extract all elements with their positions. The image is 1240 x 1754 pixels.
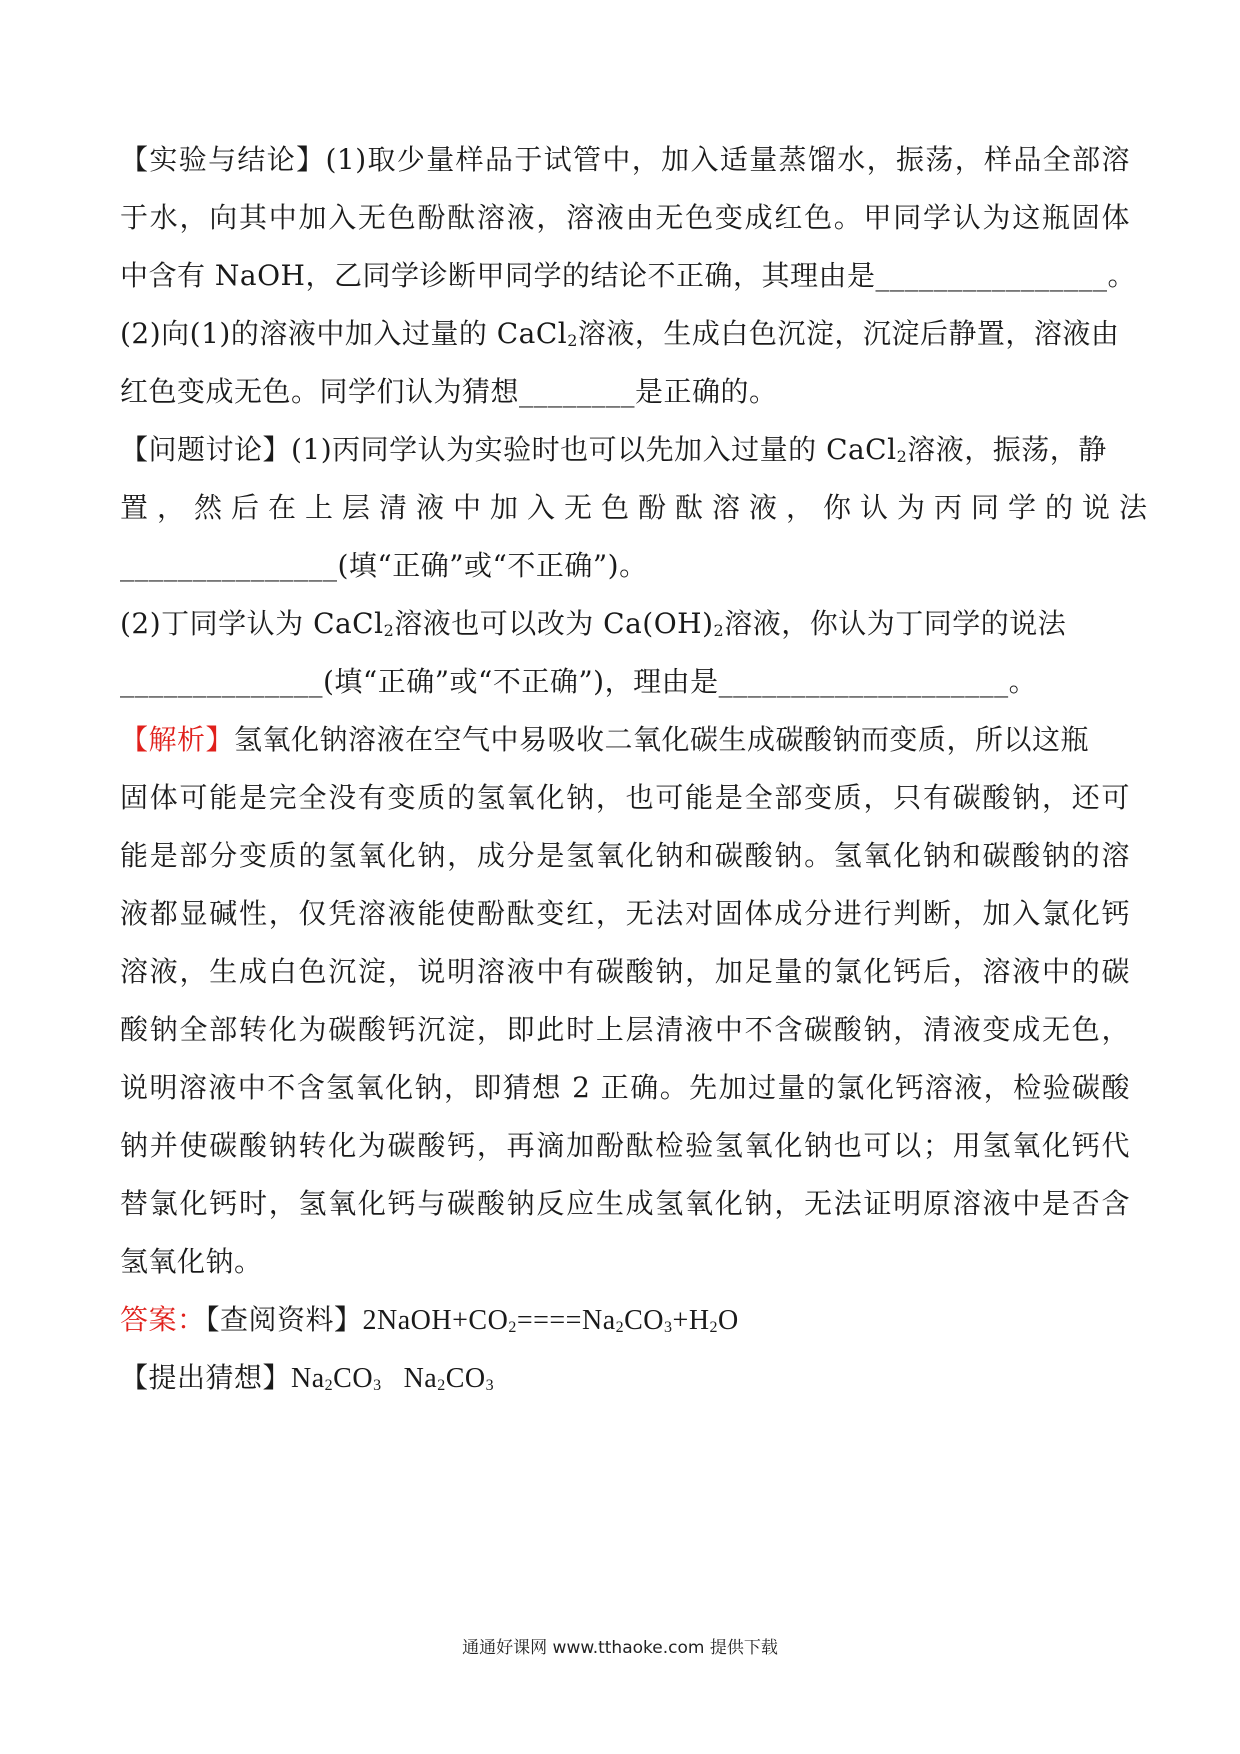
text-line bbox=[120, 430, 1130, 470]
text-line: 替氯化钙时，氢氧化钙与碳酸钠反应生成氢氧化钠，无法证明原溶液中是否含 bbox=[120, 1187, 1130, 1220]
text-run: 【提出猜想】 bbox=[120, 1361, 292, 1394]
text-line bbox=[120, 604, 1130, 644]
subscript: 2 bbox=[713, 621, 725, 640]
text-run: 溶液也可以改为 Ca(OH) bbox=[394, 607, 714, 640]
text-line: 酸钠全部转化为碳酸钙沉淀，即此时上层清液中不含碳酸钠，清液变成无色， bbox=[120, 1013, 1130, 1046]
answer-tag: 答案： bbox=[120, 1303, 206, 1336]
analysis-tag: 【解析】 bbox=[120, 723, 235, 756]
text-line: _______________(填“正确”或“不正确”)。 bbox=[120, 549, 648, 582]
formula: $Na_2CO_3$ bbox=[291, 1363, 382, 1394]
text-line: 溶液，生成白色沉淀，说明溶液中有碳酸钠，加足量的氯化钙后，溶液中的碳 bbox=[120, 955, 1130, 988]
text-line: 固体可能是完全没有变质的氢氧化钠，也可能是全部变质，只有碳酸钠，还可 bbox=[120, 781, 1130, 814]
text-run: (2)丁同学认为 CaCl bbox=[120, 607, 384, 640]
text-line: 能是部分变质的氢氧化钠，成分是氢氧化钠和碳酸钠。氢氧化钠和碳酸钠的溶 bbox=[120, 839, 1130, 872]
text-line: ______________(填“正确”或“不正确”)，理由是____________________。 bbox=[120, 665, 1038, 698]
text-line: 红色变成无色。同学们认为猜想________是正确的。 bbox=[120, 375, 778, 408]
analysis-line bbox=[120, 720, 1130, 760]
text-run: 氢氧化钠溶液在空气中易吸收二氧化碳生成碳酸钠而变质，所以这瓶 bbox=[234, 723, 1090, 756]
text-line: 钠并使碳酸钠转化为碳酸钙，再滴加酚酞检验氢氧化钠也可以；用氢氧化钙代 bbox=[120, 1129, 1130, 1162]
text-run: (2)向(1)的溶液中加入过量的 CaCl bbox=[120, 317, 568, 350]
answer-line bbox=[120, 1300, 1130, 1341]
subscript: 2 bbox=[896, 447, 908, 466]
text-line: 于水，向其中加入无色酚酞溶液，溶液由无色变成红色。甲同学认为这瓶固体 bbox=[120, 201, 1130, 234]
text-run: 溶液，你认为丁同学的说法 bbox=[724, 607, 1067, 640]
text-line: 【实验与结论】(1)取少量样品于试管中，加入适量蒸馏水，振荡，样品全部溶 bbox=[120, 143, 1130, 176]
text-line: 液都显碱性，仅凭溶液能使酚酞变红，无法对固体成分进行判断，加入氯化钙 bbox=[120, 897, 1130, 930]
text-line: 氢氧化钠。 bbox=[120, 1245, 263, 1278]
subscript: 2 bbox=[383, 621, 395, 640]
page-footer: 通通好课网 www.tthaoke.com 提供下载 bbox=[462, 1638, 778, 1658]
text-line: 中含有 NaOH，乙同学诊断甲同学的结论不正确，其理由是________________。 bbox=[120, 259, 1136, 292]
subscript: 2 bbox=[567, 331, 578, 350]
text-run: 【查阅资料】 bbox=[205, 1303, 363, 1336]
document-page bbox=[120, 0, 1157, 1754]
text-run: 溶液，生成白色沉淀，沉淀后静置，溶液由 bbox=[577, 317, 1120, 350]
formula: $Na_2CO_3$ bbox=[403, 1363, 495, 1394]
text-run: 【问题讨论】(1)丙同学认为实验时也可以先加入过量的 CaCl bbox=[120, 433, 897, 466]
equation: $2NaOH+CO_2====Na_2CO_3+H_2O$ bbox=[362, 1305, 739, 1336]
text-line: 说明溶液中不含氢氧化钠，即猜想 2 正确。先加过量的氯化钙溶液，检验碳酸 bbox=[120, 1071, 1130, 1104]
text-line: 置，然后在上层清液中加入无色酚酞溶液，你认为丙同学的说法 bbox=[120, 491, 1157, 524]
text-line bbox=[120, 314, 1130, 354]
text-run: 溶液，振荡，静 bbox=[907, 433, 1107, 466]
answer-line bbox=[120, 1358, 1130, 1399]
